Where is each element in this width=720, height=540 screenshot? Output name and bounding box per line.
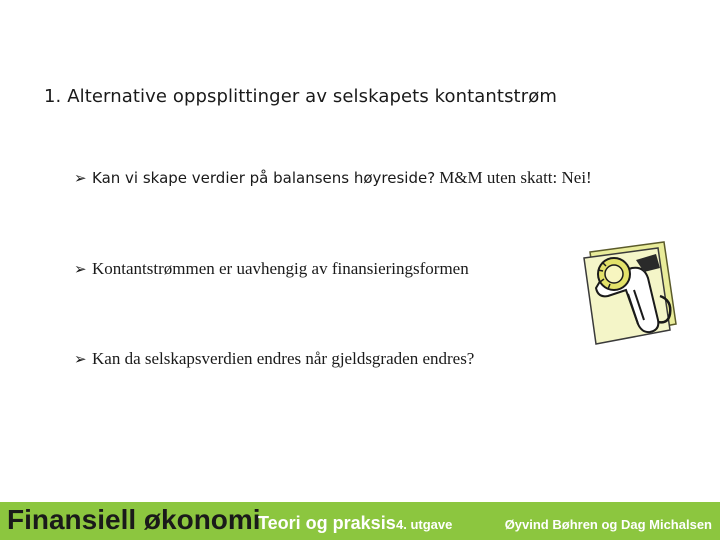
footer-brand: Finansiell økonomi bbox=[7, 504, 261, 535]
footer-authors: Øyvind Bøhren og Dag Michalsen bbox=[504, 517, 712, 532]
footer-edition: 4. utgave bbox=[396, 517, 453, 532]
wrench-and-nut-icon bbox=[572, 238, 684, 348]
bullet-text-question: Kan vi skape verdier på balansens høyreside? bbox=[92, 169, 436, 187]
bullet-item-3 bbox=[74, 349, 474, 369]
footer-subtitle: Teori og praksis bbox=[258, 513, 396, 533]
bullet-text: Kan da selskapsverdien endres når gjeldsgraden endres? bbox=[92, 349, 475, 368]
bullet-arrow-icon: ➢ bbox=[74, 169, 87, 187]
bullet-item-1 bbox=[74, 168, 592, 188]
bullet-text-answer: M&M uten skatt: Nei! bbox=[439, 168, 592, 187]
bullet-arrow-icon: ➢ bbox=[74, 350, 87, 368]
footer-bar bbox=[0, 502, 720, 540]
bullet-item-2 bbox=[74, 259, 469, 279]
slide-title: 1. Alternative oppsplittinger av selskapets kontantstrøm bbox=[44, 86, 557, 107]
bullet-text: Kontantstrømmen er uavhengig av finansieringsformen bbox=[92, 259, 469, 278]
bullet-arrow-icon: ➢ bbox=[74, 260, 87, 278]
